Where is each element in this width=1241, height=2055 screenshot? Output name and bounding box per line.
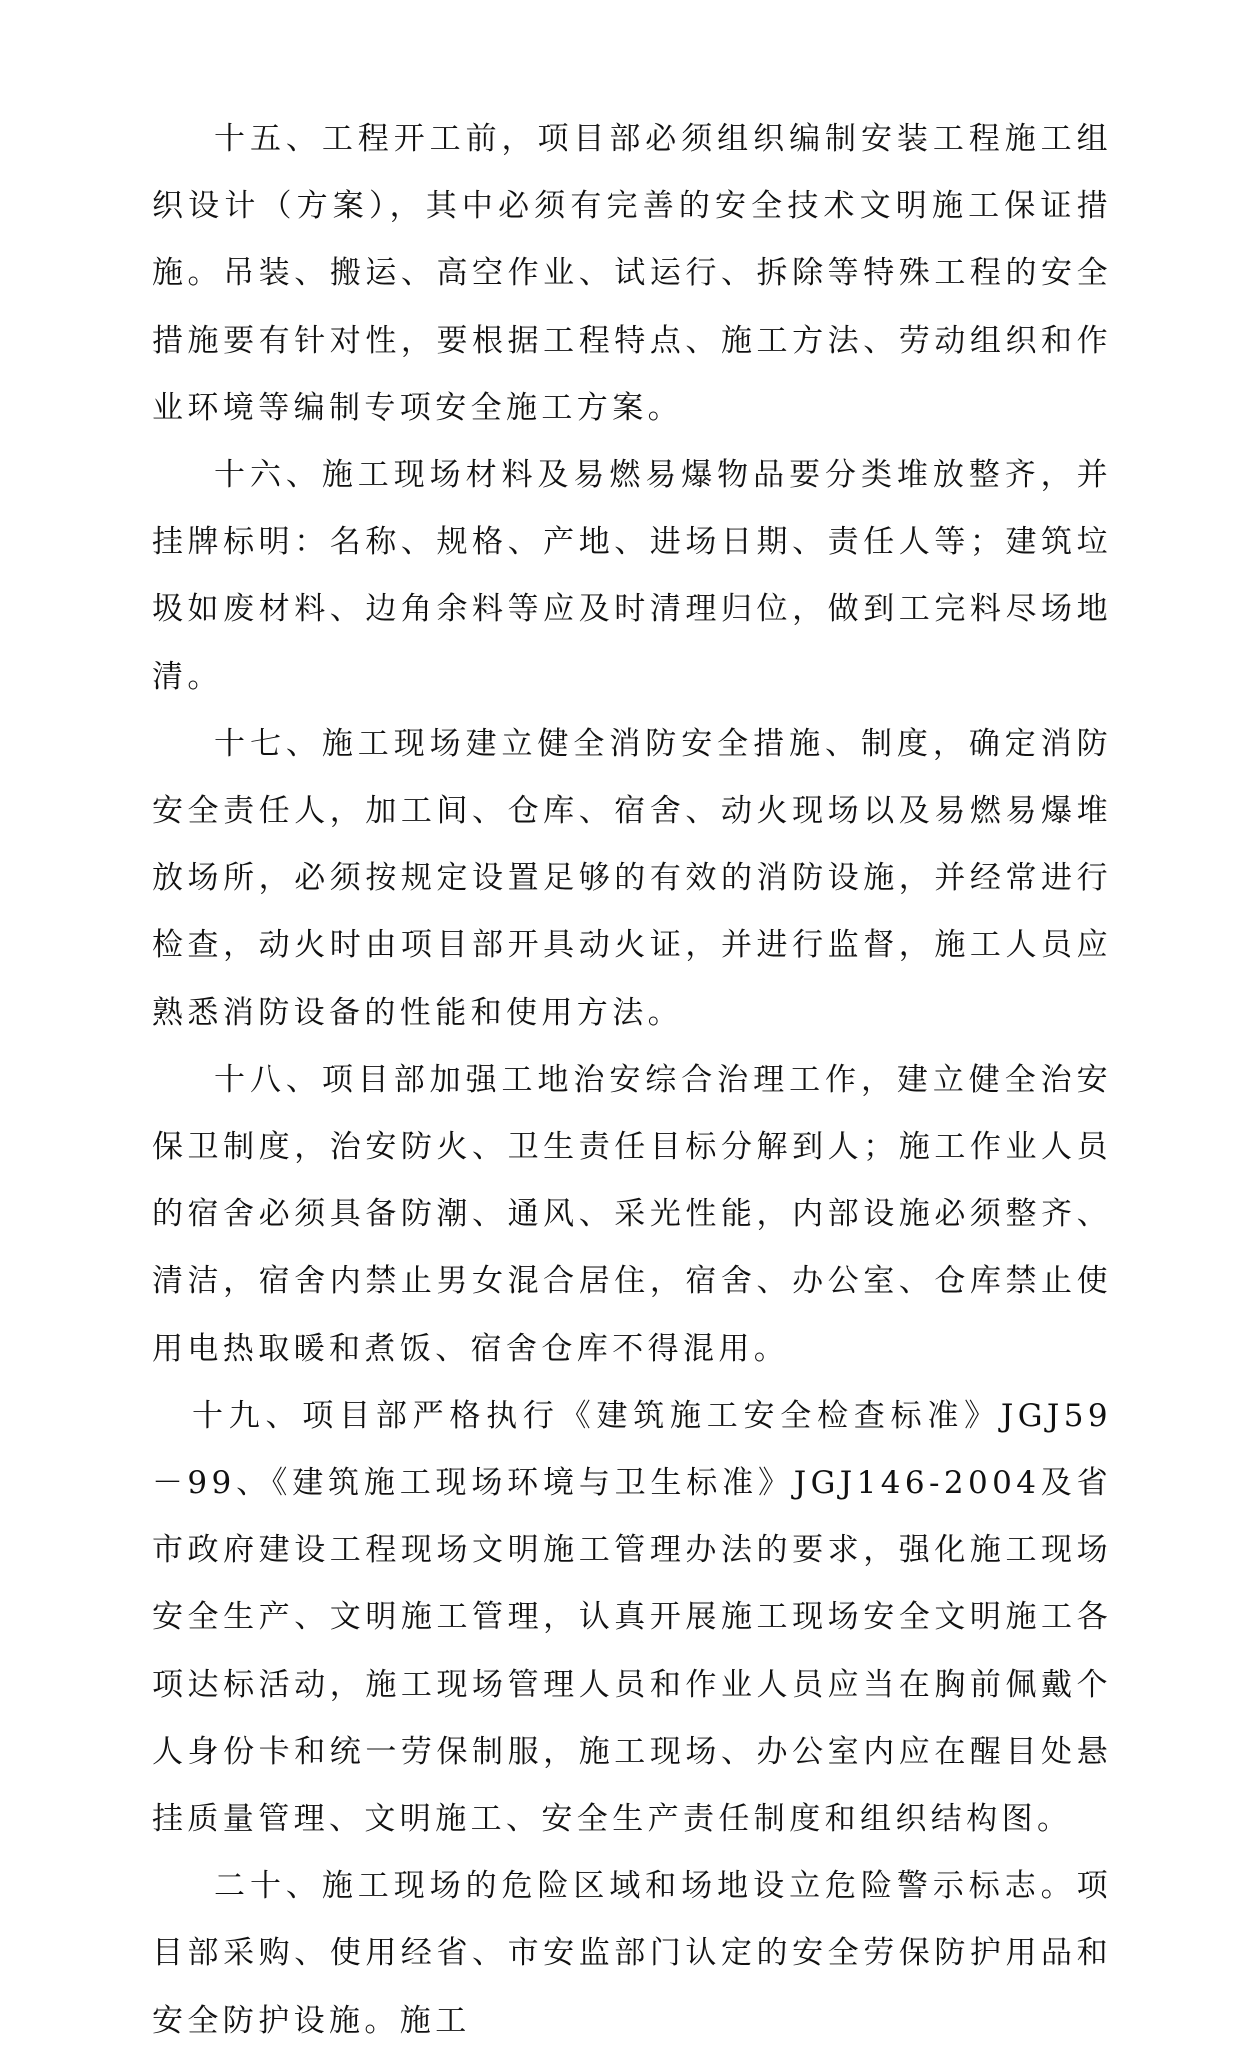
paragraph-19: 十九、项目部严格执行《建筑施工安全检查标准》JGJ59－99、《建筑施工现场环境与卫生标准》JGJ146-2004及省市政府建设工程现场文明施工管理办法的要求，强化施工现场安全生产、文明施工管理，认真开展施工现场安全文明施工各项达标活动，施工现场管理人员和作业人员应当在胸前佩戴个人身份卡和统一劳保制服，施工现场、办公室内应在醒目处悬挂质量管理、文明施工、安全生产责任制度和组织结构图。	[152, 1397, 1112, 1838]
paragraph-17: 十七、施工现场建立健全消防安全措施、制度，确定消防安全责任人，加工间、仓库、宿舍、动火现场以及易燃易爆堆放场所，必须按规定设置足够的有效的消防设施，并经常进行检查，动火时由项目部开具动火证，并进行监督，施工人员应熟悉消防设备的性能和使用方法。	[152, 725, 1112, 1031]
document-body	[152, 106, 1112, 2055]
paragraph-20: 二十、施工现场的危险区域和场地设立危险警示标志。项目部采购、使用经省、市安监部门认定的安全劳保防护用品和安全防护设施。施工	[152, 1868, 1112, 2039]
paragraph-15: 十五、工程开工前，项目部必须组织编制安装工程施工组织设计（方案），其中必须有完善的安全技术文明施工保证措施。吊装、搬运、高空作业、试运行、拆除等特殊工程的安全措施要有针对性，要根据工程特点、施工方法、劳动组织和作业环境等编制专项安全施工方案。	[152, 121, 1112, 426]
paragraph-16: 十六、施工现场材料及易燃易爆物品要分类堆放整齐，并挂牌标明：名称、规格、产地、进场日期、责任人等；建筑垃圾如废材料、边角余料等应及时清理归位，做到工完料尽场地清。	[152, 457, 1112, 695]
paragraph-18: 十八、项目部加强工地治安综合治理工作，建立健全治安保卫制度，治安防火、卫生责任目标分解到人；施工作业人员的宿舍必须具备防潮、通风、采光性能，内部设施必须整齐、清洁，宿舍内禁止男女混合居住，宿舍、办公室、仓库禁止使用电热取暖和煮饭、宿舍仓库不得混用。	[152, 1061, 1112, 1367]
